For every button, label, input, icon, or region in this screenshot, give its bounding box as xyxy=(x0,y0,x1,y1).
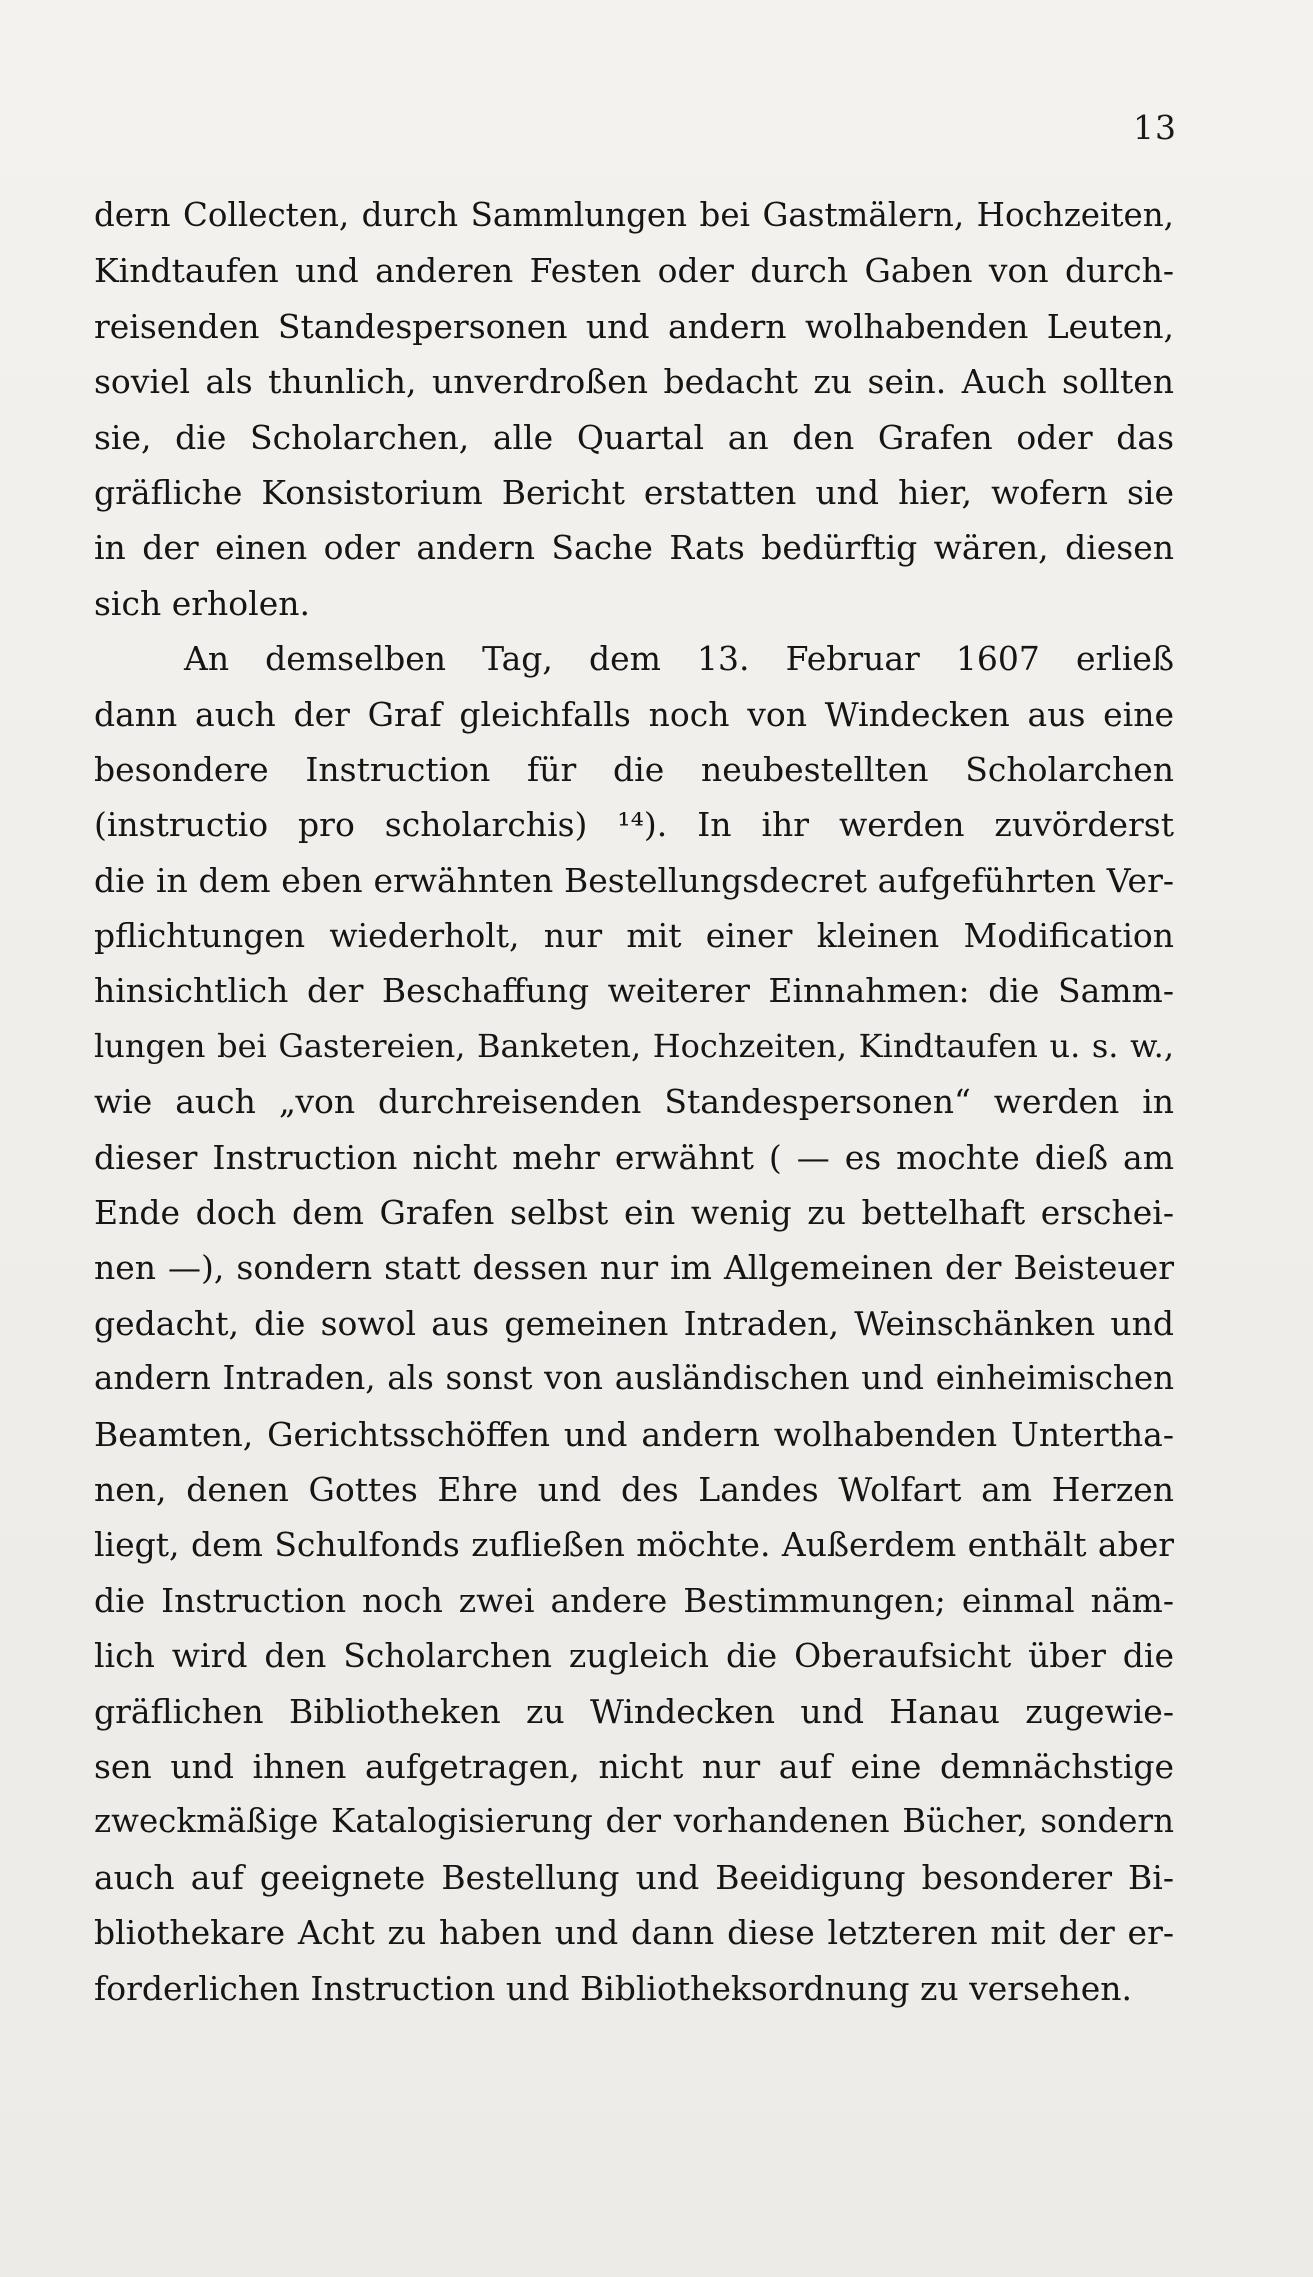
text-line: (instructio pro scholarchis) ¹⁴). In ihr werden zuvörderst xyxy=(94,805,1174,845)
text-line: besondere Instruction für die neubestellten Scholarchen xyxy=(94,749,1174,789)
text-line: sie, die Scholarchen, alle Quartal an den Grafen oder das xyxy=(94,417,1174,457)
text-line: auch auf geeignete Bestellung und Beeidigung besonderer Bi- xyxy=(94,1857,1174,1897)
text-line: gräfliche Konsistorium Bericht erstatten und hier, wofern sie xyxy=(94,472,1174,512)
text-line: nen —), sondern statt dessen nur im Allgemeinen der Beisteuer xyxy=(94,1248,1174,1288)
text-line: pflichtungen wiederholt, nur mit einer kleinen Modification xyxy=(94,916,1174,956)
page-number: 13 xyxy=(1133,108,1177,147)
text-line: lungen bei Gastereien, Banketen, Hochzeiten, Kindtaufen u. s. w., xyxy=(94,1026,1174,1065)
text-line: Beamten, Gerichtsschöffen und andern wolhabenden Untertha- xyxy=(94,1414,1174,1454)
text-line: bliothekare Acht zu haben und dann diese letzteren mit der er- xyxy=(94,1913,1174,1953)
text-line: Ende doch dem Grafen selbst ein wenig zu bettelhaft erschei- xyxy=(94,1193,1174,1233)
text-line: soviel als thunlich, unverdroßen bedacht zu sein. Auch sollten xyxy=(94,362,1174,402)
text-line: hinsichtlich der Beschaffung weiterer Einnahmen: die Samm- xyxy=(94,971,1174,1011)
text-line: dern Collecten, durch Sammlungen bei Gastmälern, Hochzeiten, xyxy=(94,196,1174,234)
text-line: dieser Instruction nicht mehr erwähnt ( — es mochte dieß am xyxy=(94,1137,1174,1177)
text-line: nen, denen Gottes Ehre und des Landes Wolfart am Herzen xyxy=(94,1469,1174,1509)
text-line: gräflichen Bibliotheken zu Windecken und Hanau zugewie- xyxy=(94,1691,1174,1731)
text-line: wie auch „von durchreisenden Standespersonen“ werden in xyxy=(94,1082,1174,1122)
text-line: andern Intraden, als sonst von ausländischen und einheimischen xyxy=(94,1359,1174,1398)
text-line: die in dem eben erwähnten Bestellungsdecret aufgeführten Ver- xyxy=(94,860,1174,900)
text-line: sen und ihnen aufgetragen, nicht nur auf eine demnächstige xyxy=(94,1746,1174,1786)
text-line: liegt, dem Schulfonds zufließen möchte. Außerdem enthält aber xyxy=(94,1525,1174,1565)
text-line: sich erholen. xyxy=(94,583,310,623)
text-line: dann auch der Graf gleichfalls noch von Windecken aus eine xyxy=(94,694,1174,734)
text-line: in der einen oder andern Sache Rats bedürftig wären, diesen xyxy=(94,528,1174,568)
text-line: lich wird den Scholarchen zugleich die Oberaufsicht über die xyxy=(94,1636,1174,1676)
body-text xyxy=(94,188,1174,2016)
text-line: gedacht, die sowol aus gemeinen Intraden, Weinschänken und xyxy=(94,1303,1174,1343)
text-line: Kindtaufen und anderen Festen oder durch Gaben von durch- xyxy=(94,251,1174,291)
text-line: reisenden Standespersonen und andern wolhabenden Leuten, xyxy=(94,306,1174,346)
paragraph-start-line: An demselben Tag, dem 13. Februar 1607 erließ xyxy=(184,639,1174,679)
text-line: zweckmäßige Katalogisierung der vorhandenen Bücher, sondern xyxy=(94,1802,1174,1841)
text-line: forderlichen Instruction und Bibliotheksordnung zu versehen. xyxy=(94,1968,1133,2008)
text-line: die Instruction noch zwei andere Bestimmungen; einmal näm- xyxy=(94,1580,1174,1620)
